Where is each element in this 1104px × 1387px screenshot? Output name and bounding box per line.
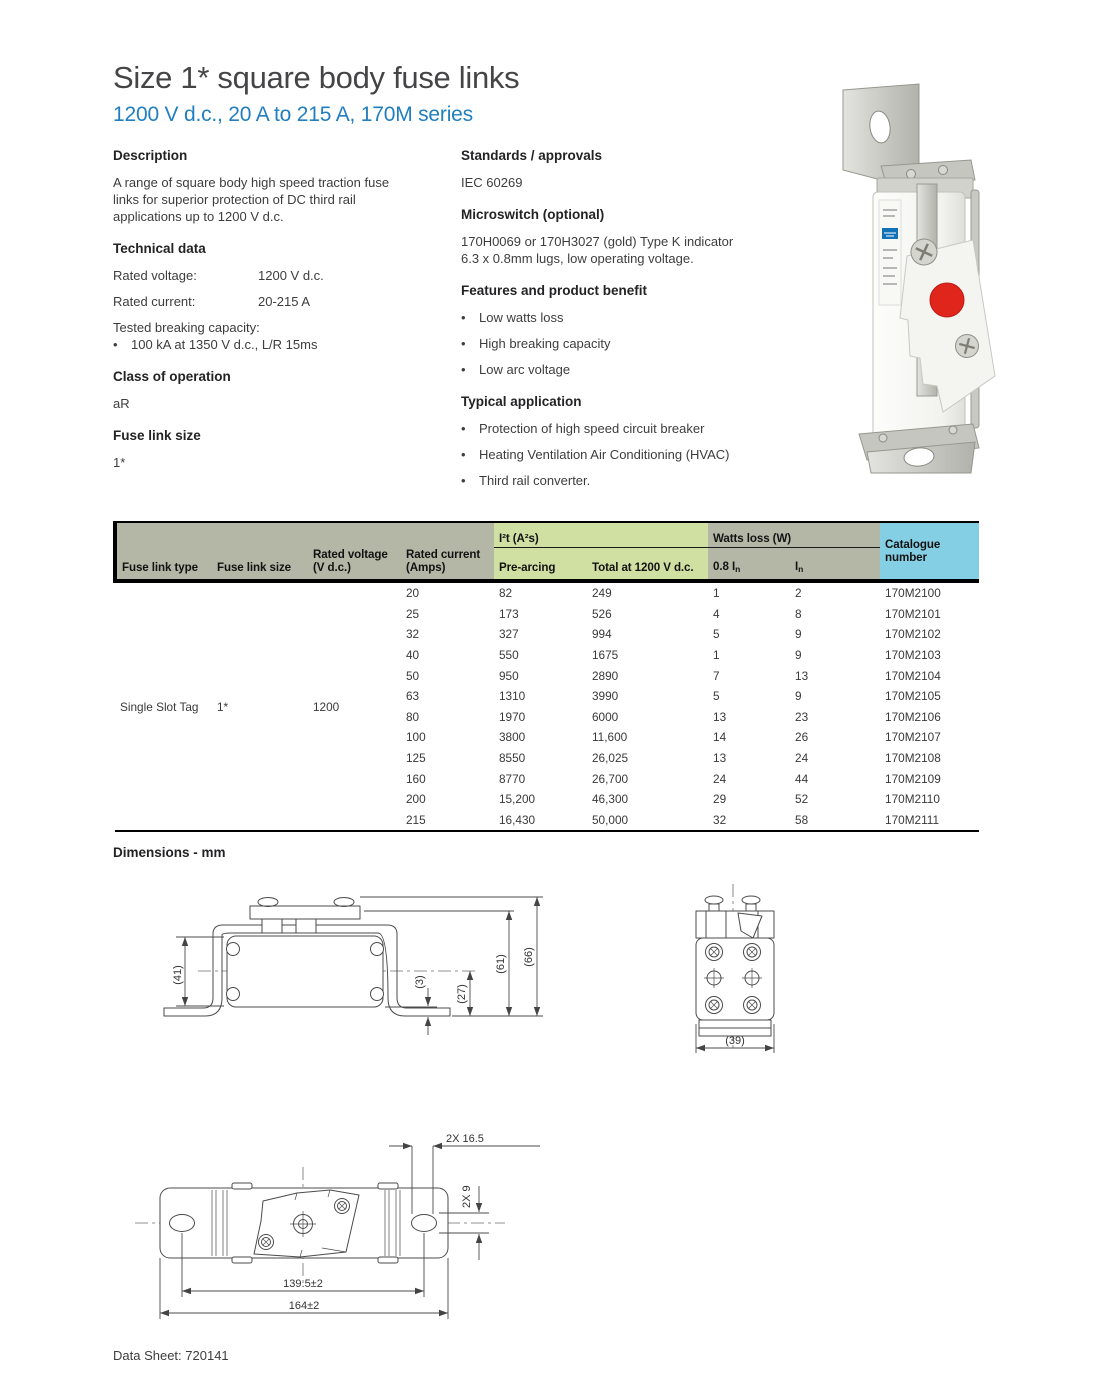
bullet-icon	[461, 420, 479, 437]
cell-pre-arcing: 1970	[499, 709, 526, 724]
spec-row	[113, 267, 446, 284]
table-row	[115, 581, 979, 604]
cell-rated-current: 215	[401, 810, 494, 832]
cell-watts-08: 14	[713, 730, 727, 745]
class-of-operation-value: aR	[113, 396, 130, 411]
cell-rated-current: 20	[406, 586, 420, 601]
cell-pre-arcing: 327	[499, 627, 519, 642]
cell-pre-arcing: 3800	[499, 730, 526, 745]
spec-row	[113, 293, 446, 310]
cell-watts-08: 13	[713, 751, 727, 766]
dimensions-heading: Dimensions - mm	[113, 845, 226, 860]
group-header-watts-loss: Watts loss (W)	[708, 522, 880, 548]
col-header-total: Total at 1200 V d.c.	[587, 548, 708, 582]
bullet-icon	[461, 361, 479, 378]
microswitch-text: 6.3 x 0.8mm lugs, low operating voltage.	[461, 251, 694, 266]
cell-watts-in: 13	[795, 668, 809, 683]
bullet-icon	[461, 472, 479, 489]
list-item: • Third rail converter.	[461, 472, 813, 489]
cell-watts-in: 24	[795, 751, 809, 766]
svg-text:(27): (27)	[456, 984, 468, 1004]
dimension-61	[495, 911, 509, 1016]
col-header-catalogue: Catalogue number	[880, 522, 979, 581]
dimension-27	[456, 971, 470, 1016]
cell-total: 3990	[592, 689, 619, 704]
microswitch-text: 170H0069 or 170H3027 (gold) Type K indicator	[461, 234, 734, 249]
cell-total: 526	[592, 606, 612, 621]
description-line: links for superior protection of DC third rail	[113, 192, 356, 207]
dimension-66	[523, 897, 537, 1016]
dimension-3	[414, 975, 428, 1035]
top-mounting-bracket	[843, 84, 975, 186]
standards-value: IEC 60269	[461, 175, 523, 190]
list-item: • 100 kA at 1350 V d.c., L/R 15ms	[113, 336, 446, 353]
microswitch-assembly	[250, 898, 360, 934]
cell-catalogue: 170M2107	[885, 730, 941, 745]
list-item: • Low watts loss	[461, 309, 813, 326]
cell-catalogue: 170M2100	[885, 586, 941, 601]
cell-watts-in: 9	[795, 689, 802, 704]
spec-value: 20-215 A	[258, 294, 311, 309]
cell-watts-in: 58	[790, 810, 880, 832]
fuse-label	[879, 200, 901, 305]
cell-rated-current: 25	[406, 606, 420, 621]
description-line: applications up to 1200 V d.c.	[113, 209, 284, 224]
cell-total: 50,000	[587, 810, 708, 832]
cell-catalogue: 170M2104	[885, 668, 941, 683]
microswitch-heading: Microswitch (optional)	[461, 207, 605, 222]
cell-watts-08: 32	[708, 810, 790, 832]
cell-pre-arcing: 173	[499, 606, 519, 621]
cell-pre-arcing: 550	[499, 648, 519, 663]
product-photo	[823, 80, 1008, 475]
col-header-fuse-link-size: Fuse link size	[212, 522, 308, 581]
svg-text:(41): (41)	[172, 965, 184, 985]
col-header-rated-voltage: Rated voltage (V d.c.)	[308, 522, 401, 581]
tested-breaking-label: Tested breaking capacity:	[113, 320, 260, 335]
cell-rated-current: 125	[406, 751, 426, 766]
cell-catalogue: 170M2111	[880, 810, 979, 832]
cell-watts-08: 29	[713, 792, 727, 807]
cell-watts-in: 8	[795, 606, 802, 621]
cell-rated-current: 63	[406, 689, 420, 704]
drawing-front-view	[655, 878, 905, 1093]
cell-watts-08: 5	[713, 689, 720, 704]
cell-pre-arcing: 8770	[499, 771, 526, 786]
cell-watts-in: 44	[795, 771, 809, 786]
svg-text:139.5±2: 139.5±2	[283, 1278, 323, 1290]
page-title: Size 1* square body fuse links	[113, 60, 520, 95]
technical-data-heading: Technical data	[113, 241, 206, 256]
cell-pre-arcing: 1310	[499, 689, 526, 704]
applications-heading: Typical application	[461, 394, 582, 409]
fuse-front-outline	[696, 896, 774, 1036]
cell-fuse-link-type: Single Slot Tag	[115, 581, 212, 831]
svg-text:(66): (66)	[523, 947, 535, 967]
list-item: • High breaking capacity	[461, 335, 813, 352]
datasheet-number: Data Sheet: 720141	[113, 1348, 229, 1363]
col-header-pre-arcing: Pre-arcing	[494, 548, 587, 582]
cell-rated-voltage: 1200	[308, 581, 401, 831]
cell-total: 249	[592, 586, 612, 601]
svg-text:2X 16.5: 2X 16.5	[446, 1133, 484, 1145]
cell-watts-in: 9	[795, 627, 802, 642]
cell-pre-arcing: 950	[499, 668, 519, 683]
cell-catalogue: 170M2101	[885, 606, 941, 621]
cell-rated-current: 160	[406, 771, 426, 786]
cell-watts-08: 5	[713, 627, 720, 642]
ratings-table-wrap	[113, 521, 979, 832]
standards-heading: Standards / approvals	[461, 148, 603, 163]
svg-text:(39): (39)	[725, 1035, 745, 1047]
list-item: • Low arc voltage	[461, 361, 813, 378]
spec-value: 1200 V d.c.	[258, 268, 324, 283]
cell-watts-in: 9	[795, 648, 802, 663]
cell-watts-in: 26	[795, 730, 809, 745]
drawing-top-view	[125, 1105, 565, 1345]
cell-total: 11,600	[592, 730, 628, 745]
col-header-watts-in: $I_n$	[790, 548, 880, 582]
cell-rated-current: 40	[406, 648, 420, 663]
cell-catalogue: 170M2108	[885, 751, 941, 766]
intro-columns	[113, 148, 833, 505]
fuse-body-outline	[227, 936, 383, 1007]
cell-watts-08: 1	[713, 586, 720, 601]
description-heading: Description	[113, 148, 188, 163]
cell-watts-08: 13	[713, 709, 727, 724]
cell-catalogue: 170M2109	[885, 771, 941, 786]
svg-text:(61): (61)	[495, 954, 507, 974]
dimension-41	[172, 937, 224, 1006]
page-header	[113, 60, 813, 127]
group-header-i2t: I²t (A²s)	[494, 522, 708, 548]
cell-watts-08: 1	[713, 648, 720, 663]
cell-pre-arcing: 15,200	[499, 792, 536, 807]
cell-pre-arcing: 8550	[499, 751, 526, 766]
cell-total: 2890	[592, 668, 619, 683]
spec-label: Rated voltage:	[113, 268, 197, 283]
bullet-icon	[113, 336, 131, 353]
indicator-red-dot	[930, 283, 964, 317]
cell-watts-in: 2	[795, 586, 802, 601]
left-column	[113, 148, 446, 505]
right-column	[461, 148, 813, 505]
cell-watts-08: 7	[713, 668, 720, 683]
cell-watts-in: 23	[795, 709, 809, 724]
cell-total: 46,300	[592, 792, 629, 807]
cell-rated-current: 50	[406, 668, 420, 683]
fuse-link-size-value: 1*	[113, 455, 126, 470]
svg-text:164±2: 164±2	[288, 1300, 320, 1312]
bullet-icon	[461, 309, 479, 326]
cell-rated-current: 32	[406, 627, 420, 642]
microswitch-top-outline	[254, 1190, 359, 1257]
cell-pre-arcing: 16,430	[494, 810, 587, 832]
cell-catalogue: 170M2102	[885, 627, 941, 642]
cell-total: 1675	[592, 648, 619, 663]
class-of-operation-heading: Class of operation	[113, 369, 231, 384]
cell-total: 994	[592, 627, 612, 642]
bullet-icon	[461, 335, 479, 352]
cell-catalogue: 170M2105	[885, 689, 941, 704]
col-header-rated-current: Rated current (Amps)	[401, 522, 494, 581]
ratings-table	[113, 521, 979, 832]
cell-total: 26,025	[592, 751, 629, 766]
features-heading: Features and product benefit	[461, 283, 648, 298]
cell-total: 6000	[592, 709, 619, 724]
spec-label: Rated current:	[113, 294, 196, 309]
cell-pre-arcing: 82	[499, 586, 513, 601]
cell-catalogue: 170M2110	[885, 792, 940, 807]
list-item: • Heating Ventilation Air Conditioning (HVAC)	[461, 446, 813, 463]
fuse-link-size-heading: Fuse link size	[113, 428, 201, 443]
cell-total: 26,700	[592, 771, 629, 786]
cell-fuse-link-size: 1*	[212, 581, 308, 831]
cell-watts-08: 24	[713, 771, 727, 786]
cell-rated-current: 100	[406, 730, 426, 745]
cell-watts-08: 4	[713, 606, 720, 621]
col-header-fuse-link-type: Fuse link type	[115, 522, 212, 581]
description-line: A range of square body high speed traction fuse	[113, 175, 390, 190]
cell-catalogue: 170M2103	[885, 648, 941, 663]
page-subtitle: 1200 V d.c., 20 A to 215 A, 170M series	[113, 103, 473, 126]
cell-rated-current: 80	[406, 709, 420, 724]
cell-watts-in: 52	[795, 792, 809, 807]
drawing-side-view	[140, 885, 560, 1075]
bullet-icon	[461, 446, 479, 463]
svg-text:(3): (3)	[414, 975, 426, 989]
col-header-watts-08in: 0.8 $I_n$	[708, 548, 790, 582]
cell-catalogue: 170M2106	[885, 709, 941, 724]
svg-text:2X 9: 2X 9	[461, 1185, 473, 1208]
cell-rated-current: 200	[406, 792, 426, 807]
list-item: • Protection of high speed circuit breaker	[461, 420, 813, 437]
